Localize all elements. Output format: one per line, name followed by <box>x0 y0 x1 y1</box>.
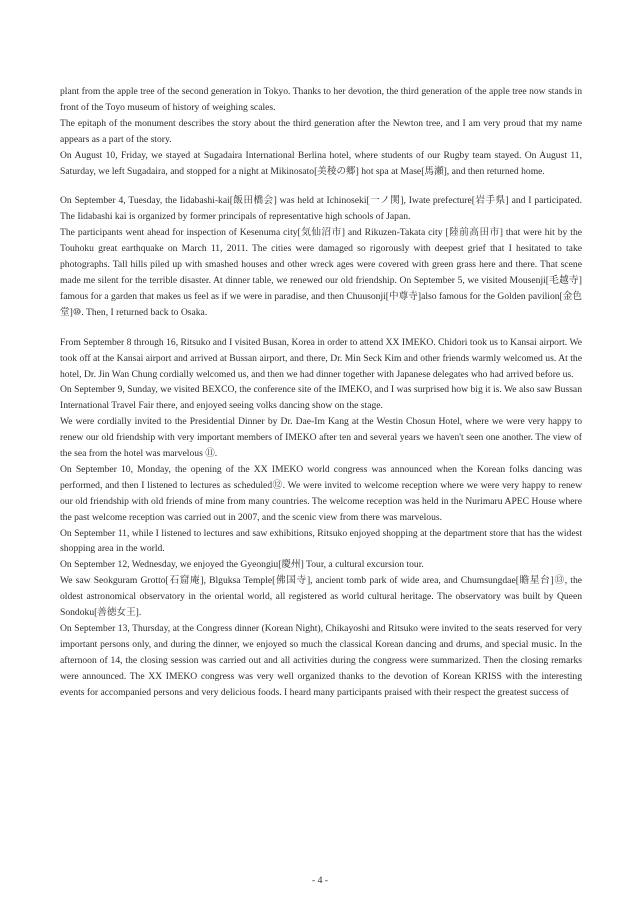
paragraph-kesenuma: The participants went ahead for inspection of Kesenuma city[気仙沼市] and Rikuzen-Takata city [陸前高田市] that were hit by the Touhoku great earthquake on March 11, 2011. The cities were damaged so rigorously with deepest grief that I hesitated to take photographs. Tall hills piled up with smashed houses and other wreck ages were covered with green grass here and there. That scene made me silent for the terrible disaster. At dinner table, we renewed our old friendship. On September 5, we visited Mousenji[毛越寺] famous for a garden that makes us feel as if we were in paradise, and then Chuusonji[中尊寺]also famous for the Golden pavilion[金色堂]⑩. Then, I returned back to Osaka. <box>60 227 582 318</box>
paragraph-iidabashi-kai: On September 4, Tuesday, the Iidabashi-kai[飯田橋会] was held at Ichinoseki[一ノ関], Iwate prefecture[岩手県] and I participated. The Iidabashi kai is organized by former principals of representative high schools of Japan. <box>60 195 582 223</box>
paragraph-presidential-dinner: We were cordially invited to the Presidential Dinner by Dr. Dae-Im Kang at the Westin Chosun Hotel, where we were very happy to renew our old friendship with very important members of IMEKO after ten and several years we haven't seen one another. The view of the sea from the hotel was marvelous ⑪. <box>60 416 582 460</box>
page-number: - 4 - <box>312 875 328 886</box>
paragraph-gap <box>60 179 582 193</box>
paragraph-sugadaira: On August 10, Friday, we stayed at Sugadaira International Berlina hotel, where students of our Rugby team stayed. On August 11, Saturday, we left Sugadaira, and stopped for a night at Mikinosato[美稜の郷] hot spa at Mase[馬瀬], and then returned home. <box>60 149 582 177</box>
paragraph-congress-opening: On September 10, Monday, the opening of the XX IMEKO world congress was announced when the Korean folks dancing was performed, and then I listened to lectures as scheduled⑫. We were invited to welcome reception where we were very happy to renew our old friendship with old friends of mine from many countries. The welcome reception was held in the Nurimaru APEC House where the past welcome reception was carried out in 2007, and the scenic view from there was marvelous. <box>60 463 582 523</box>
paragraph-gap <box>60 321 582 335</box>
paragraph-bexco: On September 9, Sunday, we visited BEXCO, the conference site of the IMEKO, and I was surprised how big it is. We also saw Bussan International Travel Fair there, and enjoyed seeing volks dancing show on the stage. <box>60 384 582 412</box>
paragraph-heritage: We saw Seokguram Grotto[石窟庵], Blguksa Temple[佛国寺], ancient tomb park of wide area, and Chumsungdae[瞻星台]⑬, the oldest astronomical observatory in the oriental world, all registered as world cultural heritage. The observatory was built by Queen Sondoku[善徳女王]. <box>60 575 582 619</box>
paragraph-congress-dinner: On September 13, Thursday, at the Congress dinner (Korean Night), Chikayoshi and Ritsuko were invited to the seats reserved for very important persons only, and during the dinner, we enjoyed so much the classical Korean dancing and drums, and special music. In the afternoon of 14, the closing session was carried out and all activities during the congress were summarized. Then the closing remarks were announced. The XX IMEKO congress was very well organized thanks to the devotion of Korean KRISS with the interesting events for accompanied persons and very delicious foods. I heard many participants praised with their respect the greatest success of <box>60 623 582 698</box>
paragraph-apple-tree: plant from the apple tree of the second generation in Tokyo. Thanks to her devotion, the third generation of the apple tree now stands in front of the Toyo museum of history of weighing scales. <box>60 86 582 113</box>
paragraph-epitaph: The epitaph of the monument describes the story about the third generation after the Newton tree, and I am very proud that my name appears as a part of the story. <box>60 117 582 145</box>
paragraph-busan-arrival: From September 8 through 16, Ritsuko and I visited Busan, Korea in order to attend XX IMEKO. Chidori took us to Kansai airport. We took off at the Kansai airport and arrived at Bussan airport, and there, Dr. Min Seck Kim and other friends warmly welcomed us. At the hotel, Dr. Jin Wan Chung cordially welcomed us, and then we had dinner together with Japanese delegates who had arrived before us. <box>60 336 582 380</box>
paragraph-shopping: On September 11, while I listened to lectures and saw exhibitions, Ritsuko enjoyed shopping at the department store that has the widest shopping area in the world. <box>60 527 582 555</box>
paragraph-gyeongju-tour: On September 12, Wednesday, we enjoyed the Gyeongiu[慶州] Tour, a cultural excursion tour. <box>60 559 424 571</box>
